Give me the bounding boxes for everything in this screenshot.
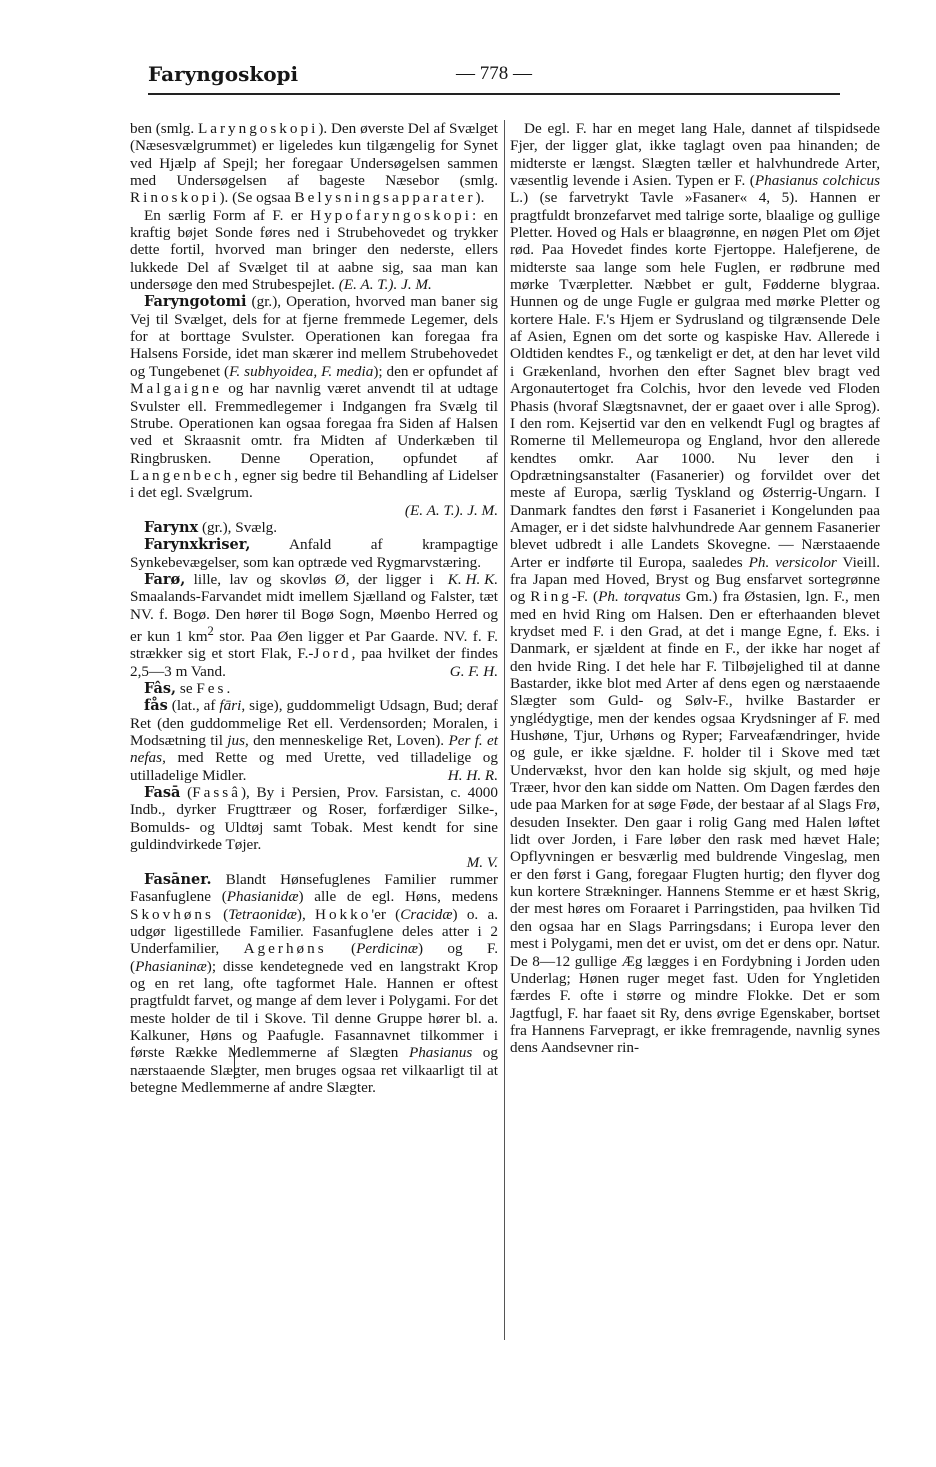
cross-ref: Fes [196,680,227,698]
text-span: Gm.) fra Østasien, lgn. F., men med en hvid Ring om Halsen. Den er efterhaanden blevet krydset med F. i den Grad, at det i mange Egne, f. Eks. i Danmark, er sjældent at finde en F., der ikke har noget af den hvide Ring. I det hele har F. Tilbøjelighed til at danne Bastarder, ikke blot med Arter af dens egen og nærstaaende Slægter som Guld- og Sølv-F., hvilke Bastarder er ynglédygtige, men der kendes ogsaa Krydsninger af F. med Hushøne, Tjur, Urhøns og Ryper; Farveafændringer, hvide og gule, er ikke sjældne. F. holder til i Skove med tæt Undervækst, hvor den kan holde sig skjult, og med høje Træer, hvor den kan sidde om Natten. Om Dagen færdes den ude paa Marken for at søge Føde, der bestaar af al Slags Frø, desuden Insekter. Den gaar i rolig Gang med Halen løftet lidt over Jorden, i Fare løber den rask med hævet Hale; Opflyvningen er besværlig med buldrende Vingeslag, men er den først i Gang, foregaar Flugten hurtig; den flyver dog kun kortere Strækninger. Hannens Stemme er et hæst Skrig, der mest høres om Foraaret i Parringstiden, paa hvilken Tid den ogsaa har en Slags Parringsdans; i Europa lever den mest i Polygami, men det er uvist, om det er dens opr. Natur. De 8—12 gullige Æg lægges i en Fordybning i Jorden uden Underlag; Hønen ruger meget fast. Uden for Yngletiden færdes F. ofte i større og mindre Flokke. Det er som Jagtfugl, F. har faaet sit Ry, dens øvrige Egenskaber, bortset fra Hannens Farvepragt, er ikke fremragende, navnlig synes dens Aandsevner rin- [510,588,880,1057]
cross-ref: Hypofaryngoskopi [310,206,473,224]
superscript: 2 [207,623,214,638]
latin-term: Perdicinæ [356,940,418,958]
headword: Fasāner. [144,870,212,888]
headword: Farynxkriser, [144,536,251,554]
text-span: (lat., af [167,697,220,715]
headword: Faryngotomi [144,293,247,311]
latin-term: Phasianus [408,1044,473,1062]
text-span: ( [180,784,193,802]
text-span: De egl. F. har en meget lang Hale, dannet af tilspidsede Fjer, der ligger glat, ikke taglagt oven paa hinanden; de midterste er længst. Slægten tæller et halvhundrede Arter, væsentlig levende i Asien. Typen er F. ( [510,120,880,190]
text-span: ). Den øverste Del af Svælget (Næsesvælgrummet) er ligeledes kun tilgængelig for Synet ved Hjælp af Spejl; her foregaar Undersøgelsen sammen med Undersøgelsen af bageste Næsebor (smlg. [130,120,499,190]
text-span: -F. ( [571,588,599,606]
text-span: se [176,680,197,698]
latin-term: fāri [219,697,242,715]
latin-term: Ph. versicolor [748,553,837,571]
text-span: ), [296,905,315,923]
text-span: En særlig Form af F. er [144,206,311,224]
cross-ref: Skovhøns [130,905,214,923]
headword: Fasā [144,784,181,802]
text-span: og nærstaaende Slægter, men bruges ogsaa ret vilkaarligt til at betegne Medlemmerne af andre Slægter. [130,1044,498,1096]
cross-ref: Ring [530,588,572,606]
text-span: lille, lav og skovløs Ø, der ligger i Smaalands-Farvandet midt imellem Sjælland og Falster, tæt NV. f. Bogø. Den hører til Bogø Sogn, Møenbo Herred og er kun 1 km [130,570,498,646]
text-span: ( [326,940,357,958]
person-name: Langenbech [130,466,235,484]
author-signature: K. H. K. [447,570,498,588]
entry-fasaner [130,871,498,1096]
text-span: L.) (se farvetrykt Tavle »Fasaner« 4, 5). Hannen er pragtfuldt bronzefarvet med talrige sorte, blaalige og gullige Pletter. Hoved og Hals er blaagrønne, en nøgen Plet om Øjet rød. Paa Hovedet findes korte Fjertoppe. Halefjerene, de midterste saa lange som hele Fuglen, er rødbrune med mørke Tværpletter. Næbbet er gult, Fødderne blygraa. Hunnen og de unge Fugle er gulgraa med mørke Pletter og kortere Hale. F.'s Hjem er Sydrusland og tilgrænsende Dele af Asien, Egnen om det sorte og kaspiske Hav. Allerede i Oldtiden kendtes F., og tænkeligt er det, at den har levet vild i Grækenland, hvorhen den efter Sagnet blev bragt ved Argonautertoget fra Colchis, hvor den levede ved Floden Phasis (hvoraf Slægtsnavnet, der er gaaet over i alle Sprog). I den rom. Kejsertid var den en velkendt Fugl og bragtes af Romerne til Mellemeuropa og England, hvor den allerede kendtes omkr. Aar 1000. Nu lever den i Opdrætningsanstalter (Fasanerier) og forvildet over det meste af Europa, særlig Tyskland og Østerrig-Ungarn. I Danmark fandtes den først i Fasaneriet i Kongelunden paa Amager, er i det sidste halvhundrede Aar gennem Fasanerier blevet udbredt i alle Landets Skovegne. — Nærstaaende Arter er indførte til Europa, saaledes [510,189,880,571]
headword: Farynx [144,518,199,536]
author-signature: (E. A. T.). J. M. [338,276,432,294]
column-divider [504,120,505,1340]
entry-fas-2 [130,697,498,784]
headword: fås [144,697,168,715]
entry-farynx [130,519,498,536]
entry-fasa [130,784,498,871]
text-span: ( [213,905,229,923]
text-span: ). [475,189,485,207]
text-span: ben (smlg. [130,120,198,137]
entry-faro [130,571,498,680]
variant-name: Fassâ [192,784,241,802]
text-span: . [226,680,231,698]
person-name: Malgaigne [130,380,222,398]
entry-faryngotomi [130,293,498,518]
cross-ref: Hokko [315,905,372,923]
latin-term: F. subhyoidea, F. media [229,362,374,380]
head-rule [148,93,840,95]
text-span: ); disse kendetegnede ved en langstrakt Krop og en ret lang, ofte tagformet Hale. Hannen er oftest pragtfuldt farvet, og mange af dem lever i Polygami. For det meste holder de til i Skove. Til denne Gruppe hører bl. a. Kalkuner, Høns og Paafugle. Fasannavnet tilkommer i første Række Medlemmerne af Slægten [130,957,498,1062]
text-span: ); den er opfundet af [373,362,498,380]
latin-term: Phasianinæ [135,957,207,975]
cross-ref: Agerhøns [243,940,327,958]
author-signature: (E. A. T.). J. M. [404,501,498,519]
latin-term: jus [227,732,246,750]
text-span: , paa hvilket der findes 2,5—3 m Vand. [130,645,499,680]
entry-faryngoskopi-continued [130,120,498,207]
page-number: — 778 — [456,63,532,84]
text-span: : en kraftig bøjet Sonde føres ned i Strubehovedet og trykker dette fortil, hvorved man bringer den nederste, ellers lukkede Del af Svælget til at aabne sig, saa man kan undersøge den med Strubespejlet. [130,206,498,294]
text-span: ), By i Persien, Prov. Farsistan, c. 4000 Indb., dyrker Frugttræer og Roser, forfærdiger Silke-, Bomulds- og Uldtøj samt Tobak. Mest kendt for sine guldindvirkede Tøjer. [130,784,498,854]
cross-ref: Rinoskopi [130,189,220,207]
text-span: og har navnlig været anvendt til at udtage Svulster ell. Fremmedlegemer i Indgangen fra Svælg til Strube. Operationen kan ogsaa foregaa fra Siden af Halsen ved et Skraasnit omtr. fra Midten af Underkæben til Ringbrusken. Denne Operation, opfundet af [130,380,498,467]
latin-term: Phasianus colchicus [754,172,881,190]
text-span: , med Rette og med Urette, ved tilladelige og utilladelige Midler. [130,749,498,784]
author-signature: G. F. H. [449,662,498,680]
text-span: , den menneskelige Ret, Loven). [245,732,449,750]
text-span: , egner sig bedre til Behandling af Lidelser i det egl. Svælgrum. [130,466,498,502]
text-span: Vieill. fra Japan med Hoved, Bryst og Bug ensfarvet sortegrønne og [510,553,880,606]
text-span: (gr.), Svælg. [198,518,278,536]
latin-term: Ph. torqvatus [598,588,681,606]
text-span: Blandt Hønsefuglenes Familier rummer Fasanfuglene ( [130,870,498,906]
cross-ref: Belysningsapparater [294,189,476,207]
left-column [130,120,498,1096]
headword: Farø, [144,570,186,588]
entry-hypofaryngoskopi [130,207,498,294]
author-signature: M. V. [466,853,498,871]
head-word: Faryngoskopi [148,62,299,86]
text-span: Anfald af krampagtige Synkebevægelser, som kan optræde ved Rygmarvstæring. [130,536,498,571]
text-span: (gr.), Operation, hvorved man baner sig Vej til Svælget, dels for at fjerne fremmede Legemer, dels for at borttage Svulster. Operationen kan foregaa fra Halsens Forside, idet man skærer ind mellem Strubehovedet og Tungebenet ( [130,293,498,380]
latin-term: Phasianidæ [226,888,299,906]
running-head [148,62,840,98]
text-span: ) og F. ( [130,940,498,975]
latin-term: Cracidæ [400,905,453,923]
text-span: ). (Se ogsaa [219,189,295,207]
text-span: , sige), guddommeligt Udsagn, Bud; deraf Ret (den guddommelige Ret ell. Verdensorden; Moralen, i Modsætning til [130,697,498,750]
entry-fasaner-continued [510,120,880,1057]
text-span: 'er ( [371,905,401,923]
text-span: stor. Paa Øen ligger et Par Gaarde. NV. f. F. strækker sig et stort Flak, F.- [130,628,498,663]
headword: Fâs, [144,680,177,698]
right-column [510,120,880,1057]
cross-ref: Jord [313,645,352,663]
entry-fas-1 [130,680,498,697]
text-span: ) o. a. udgør ligestillede Familier. Fasanfuglene deles atter i 2 Underfamilier, [130,905,498,958]
cross-ref: Laryngoskopi [197,120,319,137]
author-signature: H. H. R. [447,766,498,784]
latin-term: Per f. et nefas [130,732,498,767]
latin-term: Tetraonidæ [228,905,297,923]
text-span: ) alle de egl. Høns, medens [298,888,498,906]
